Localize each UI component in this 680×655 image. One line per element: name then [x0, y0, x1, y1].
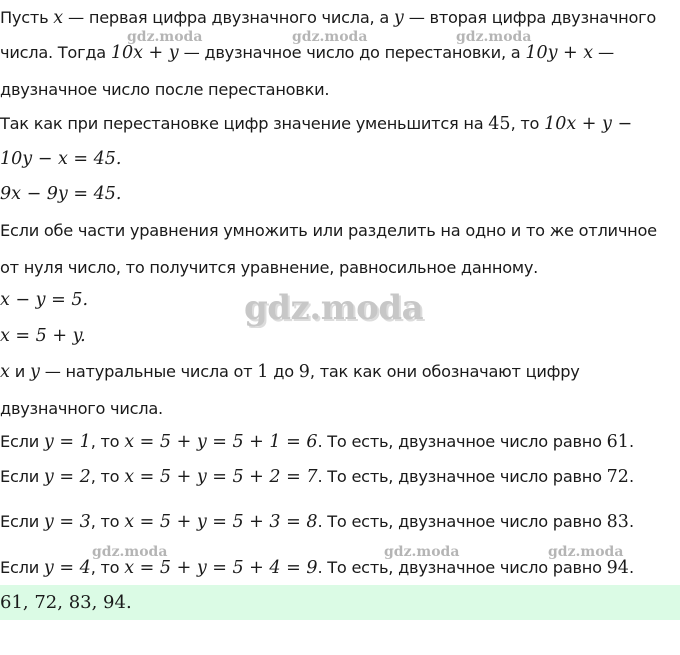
watermark-small: gdz.moda	[292, 29, 368, 45]
watermark-small: gdz.moda	[92, 544, 168, 560]
solution-line-2: числа. Тогда 10x + y — двузначное число до перестановки, а 10y + x —	[0, 43, 614, 63]
watermark-large: gdz.moda	[244, 288, 424, 328]
case-line: Если y = 4, то x = 5 + y = 5 + 4 = 9. То есть, двузначное число равно 94.	[0, 558, 634, 578]
solution-line-6: 9x − 9y = 45.	[0, 184, 122, 204]
solution-line-9: x − y = 5.	[0, 290, 89, 310]
watermark-small: gdz.moda	[548, 544, 624, 560]
solution-line-5: 10y − x = 45.	[0, 149, 122, 169]
solution-line-10: x = 5 + y.	[0, 326, 86, 346]
watermark-small: gdz.moda	[456, 29, 532, 45]
case-line: Если y = 2, то x = 5 + y = 5 + 2 = 7. То есть, двузначное число равно 72.	[0, 467, 634, 487]
answer-text: 61, 72, 83, 94.	[0, 592, 132, 613]
solution-line-11: x и y — натуральные числа от 1 до 9, так как они обозначают цифру	[0, 362, 580, 382]
solution-line-12: двузначного числа.	[0, 399, 163, 418]
case-line: Если y = 1, то x = 5 + y = 5 + 1 = 6. То есть, двузначное число равно 61.	[0, 432, 634, 452]
watermark-small: gdz.moda	[127, 29, 203, 45]
watermark-small: gdz.moda	[384, 544, 460, 560]
solution-line-7: Если обе части уравнения умножить или разделить на одно и то же отличное	[0, 221, 657, 240]
case-line: Если y = 3, то x = 5 + y = 5 + 3 = 8. То есть, двузначное число равно 83.	[0, 512, 634, 532]
solution-line-3: двузначное число после перестановки.	[0, 80, 330, 99]
solution-line-4: Так как при перестановке цифр значение уменьшится на 45, то 10x + y −	[0, 114, 633, 134]
answer-box	[0, 585, 680, 620]
solution-line-8: от нуля число, то получится уравнение, равносильное данному.	[0, 258, 539, 277]
solution-line-1: Пусть x — первая цифра двузначного числа, а y — вторая цифра двузначного	[0, 8, 657, 28]
